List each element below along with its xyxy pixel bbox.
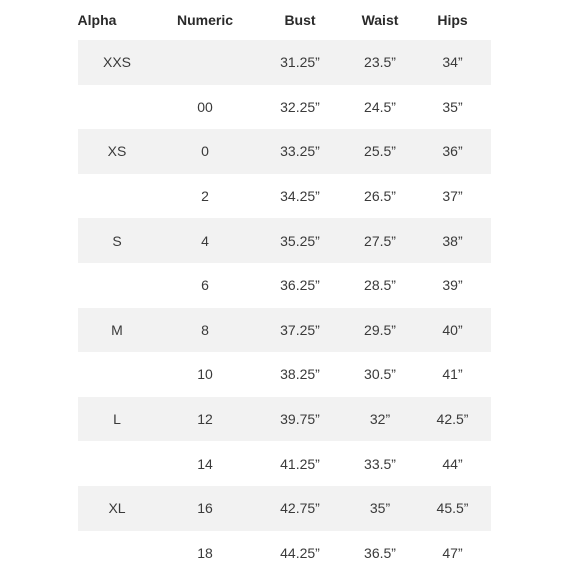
cell-hips: 37” (442, 188, 463, 205)
cell-bust: 33.25” (280, 143, 320, 160)
cell-bust: 42.75” (280, 500, 320, 517)
cell-waist: 36.5” (364, 544, 396, 561)
cell-bust: 41.25” (280, 455, 320, 472)
cell-numeric: 2 (201, 188, 209, 205)
cell-hips: 39” (442, 277, 463, 294)
cell-waist: 33.5” (364, 455, 396, 472)
table-row (78, 531, 491, 576)
cell-hips: 47” (442, 544, 463, 561)
cell-hips: 44” (442, 455, 463, 472)
cell-waist: 35” (369, 500, 391, 517)
cell-bust: 39.75” (280, 411, 320, 428)
table-row (78, 308, 491, 353)
size-chart-table (78, 0, 491, 575)
cell-numeric: 8 (201, 321, 209, 338)
cell-numeric: 0 (201, 143, 209, 160)
table-row (78, 85, 491, 130)
cell-bust: 37.25” (280, 321, 320, 338)
table-row (78, 218, 491, 263)
cell-alpha: XL (108, 500, 126, 517)
cell-hips: 40” (442, 321, 463, 338)
table-row (78, 263, 491, 308)
cell-hips: 36” (442, 143, 463, 160)
cell-bust: 31.25” (280, 54, 320, 71)
cell-waist: 23.5” (364, 54, 396, 71)
cell-bust: 38.25” (280, 366, 320, 383)
header-numeric: Numeric (176, 12, 234, 28)
cell-waist: 32” (369, 411, 391, 428)
cell-alpha: M (111, 321, 123, 338)
table-row (78, 174, 491, 219)
cell-hips: 42.5” (436, 411, 469, 428)
cell-bust: 44.25” (280, 544, 320, 561)
table-row (78, 352, 491, 397)
cell-waist: 26.5” (364, 188, 396, 205)
table-row (78, 486, 491, 531)
cell-hips: 35” (442, 98, 463, 115)
header-hips: Hips (437, 12, 468, 28)
cell-hips: 34” (442, 54, 463, 71)
cell-hips: 38” (442, 232, 463, 249)
table-row (78, 397, 491, 442)
cell-alpha: XS (107, 143, 127, 160)
cell-waist: 30.5” (364, 366, 396, 383)
cell-alpha: S (112, 232, 122, 249)
cell-alpha: L (113, 411, 121, 428)
header-waist: Waist (361, 12, 399, 28)
cell-waist: 28.5” (364, 277, 396, 294)
table-header (78, 0, 491, 40)
table-row (78, 40, 491, 85)
cell-hips: 45.5” (436, 500, 469, 517)
cell-numeric: 6 (201, 277, 209, 294)
cell-waist: 29.5” (364, 321, 396, 338)
header-bust: Bust (284, 12, 316, 28)
table-row (78, 129, 491, 174)
cell-numeric: 16 (197, 500, 213, 517)
cell-bust: 32.25” (280, 98, 320, 115)
cell-bust: 36.25” (280, 277, 320, 294)
cell-bust: 34.25” (280, 188, 320, 205)
cell-numeric: 00 (197, 98, 213, 115)
cell-waist: 25.5” (364, 143, 396, 160)
cell-numeric: 4 (201, 232, 209, 249)
cell-alpha: XXS (102, 54, 131, 71)
table-row (78, 441, 491, 486)
cell-numeric: 10 (197, 366, 213, 383)
cell-waist: 24.5” (364, 98, 396, 115)
cell-numeric: 12 (197, 411, 213, 428)
cell-numeric: 18 (197, 544, 213, 561)
cell-hips: 41” (442, 366, 463, 383)
header-alpha: Alpha (77, 12, 117, 28)
cell-numeric: 14 (197, 455, 213, 472)
cell-bust: 35.25” (280, 232, 320, 249)
cell-waist: 27.5” (364, 232, 396, 249)
